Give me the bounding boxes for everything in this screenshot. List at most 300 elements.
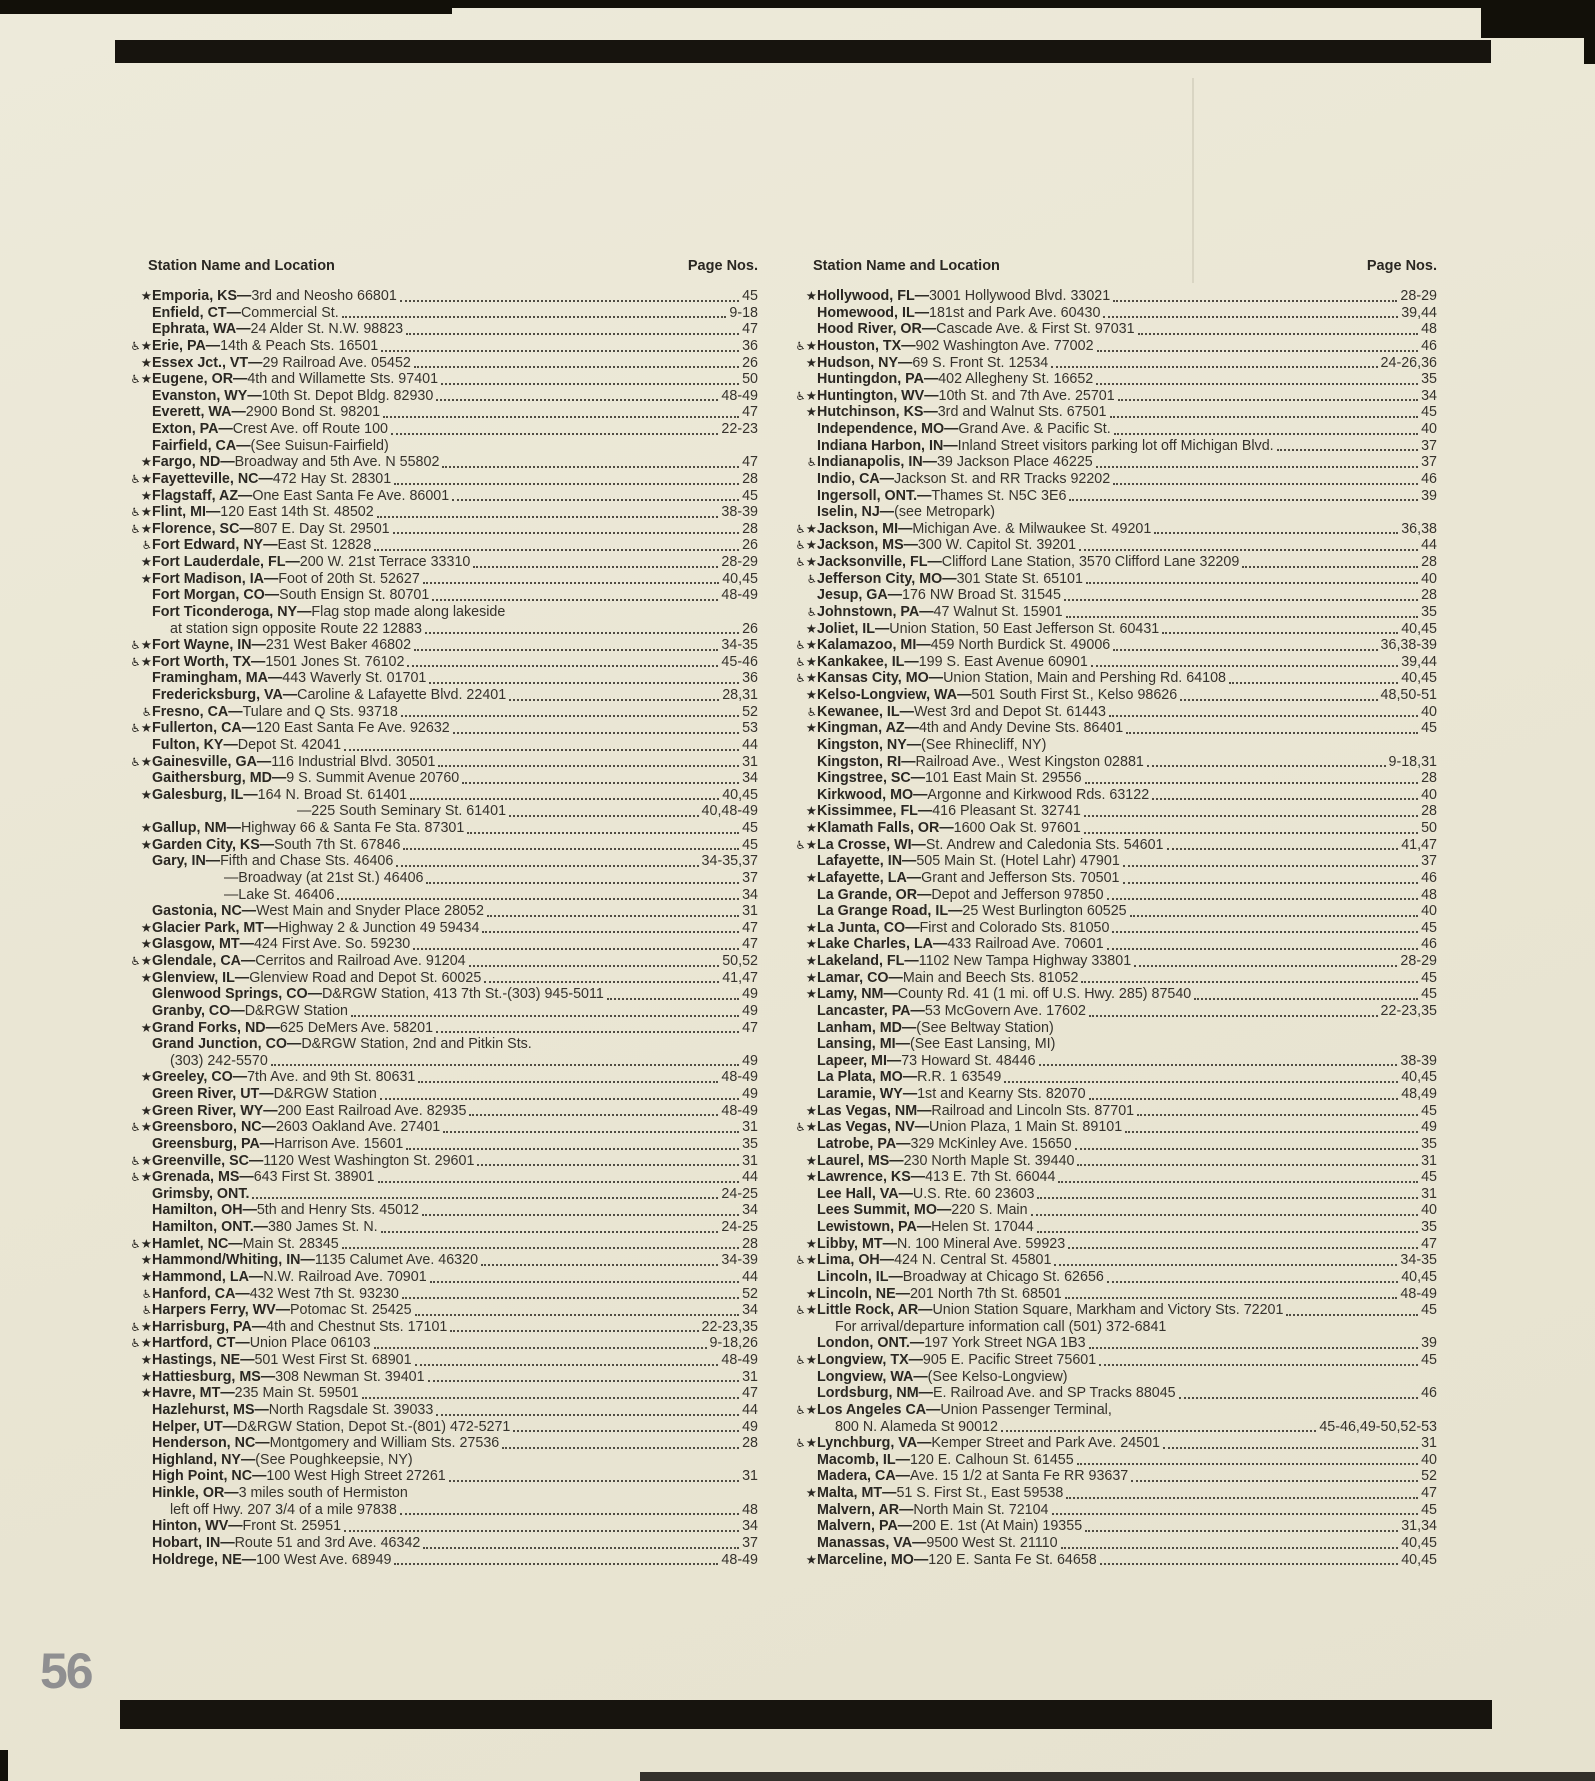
page-numbers-value: 46 — [1421, 936, 1437, 953]
entry-icons — [783, 1319, 817, 1336]
em-dash: — — [918, 1385, 933, 1402]
star-icon: ★ — [140, 288, 152, 303]
station-name: La Grange Road, IL — [817, 903, 949, 920]
em-dash: — — [917, 803, 933, 820]
station-name: Hazlehurst, MS — [152, 1401, 255, 1418]
star-icon: ★ — [140, 969, 152, 985]
station-name: Hudson, NY — [817, 354, 899, 371]
station-entry — [118, 1202, 758, 1219]
station-name-and-location: at station sign opposite Route 22 12883 — [170, 620, 422, 637]
star-icon: ★ — [805, 1485, 817, 1500]
dot-leader — [1091, 654, 1398, 668]
station-name: Glenview, IL — [152, 969, 235, 986]
entry-icons — [783, 853, 817, 870]
station-name: Harpers Ferry, WV — [152, 1302, 276, 1319]
station-name-and-location: Manassas, VA—9500 West St. 21110 — [817, 1534, 1058, 1551]
dot-leader — [1051, 355, 1377, 369]
page-numbers-value: 37 — [1421, 853, 1437, 870]
station-name: Johnstown, PA — [817, 603, 920, 620]
dot-leader — [337, 887, 739, 901]
star-icon: ★ — [140, 1019, 152, 1035]
station-name: Lawrence, KS — [817, 1169, 911, 1186]
station-name-and-location: Lincoln, NE—201 North 7th St. 68501 — [817, 1285, 1062, 1302]
page-numbers-value: 45 — [1421, 404, 1437, 421]
station-name: Hanford, CA — [152, 1285, 236, 1302]
entry-icons — [783, 654, 817, 671]
dot-leader — [452, 488, 739, 502]
dot-leader — [342, 1236, 739, 1250]
page-numbers-value: 47 — [742, 1385, 758, 1402]
station-entry — [118, 920, 758, 937]
station-entry — [118, 887, 758, 904]
em-dash: — — [239, 520, 254, 537]
station-entry — [783, 1153, 1437, 1170]
station-list-left — [118, 288, 758, 1568]
page-numbers-value: 24-26,36 — [1380, 354, 1437, 371]
column-header — [118, 258, 758, 275]
entry-icons — [118, 1252, 152, 1269]
dot-leader — [381, 338, 739, 352]
em-dash: — — [256, 753, 272, 770]
page-numbers-value: 34-35 — [721, 637, 758, 654]
em-dash: — — [882, 1485, 897, 1501]
station-name: Longview, WA — [817, 1368, 914, 1385]
dot-leader — [1084, 820, 1418, 834]
page-numbers-value: 9-18 — [729, 304, 758, 321]
em-dash: — — [220, 1385, 235, 1402]
column-header-page-nos: Page Nos. — [687, 258, 758, 274]
station-name: Laurel, MS — [817, 1152, 890, 1169]
entry-icons — [118, 1485, 152, 1502]
page-numbers-value: 28 — [742, 1435, 758, 1452]
station-name: Las Vegas, NM — [817, 1102, 918, 1119]
page-numbers-value: 36 — [742, 337, 758, 354]
station-name-and-location: Evanston, WY—10th St. Depot Bldg. 82930 — [152, 387, 434, 404]
station-name-and-location: La Crosse, WI—St. Andrew and Caledonia Sts. 54601 — [817, 836, 1164, 853]
page-numbers-value: 31 — [1421, 1152, 1437, 1169]
em-dash: — — [231, 404, 246, 421]
station-entry — [783, 504, 1437, 521]
station-entry — [783, 637, 1437, 654]
station-name-and-location: Longview, WA—(See Kelso-Longview) — [817, 1368, 1068, 1385]
wheelchair-accessible-icon: ♿ — [795, 1353, 806, 1367]
station-name: Lincoln, IL — [817, 1268, 889, 1285]
entry-icons — [118, 970, 152, 987]
entry-icons — [783, 1036, 817, 1053]
em-dash: — — [922, 454, 937, 471]
station-name-and-location: Klamath Falls, OR—1600 Oak St. 97601 — [817, 820, 1081, 836]
em-dash: — — [879, 504, 895, 521]
page-numbers-value: 45 — [1421, 1169, 1437, 1186]
em-dash: — — [261, 1119, 276, 1136]
dot-leader — [482, 920, 739, 934]
station-name: Iselin, NJ — [817, 504, 880, 521]
dot-leader — [271, 1053, 739, 1067]
wheelchair-accessible-icon: ♿ — [130, 1153, 141, 1168]
station-name-and-location: Granby, CO—D&RGW Station — [152, 1002, 348, 1019]
entry-icons — [783, 288, 817, 305]
station-name: Flagstaff, AZ — [152, 487, 239, 504]
station-name-and-location: Florence, SC—807 E. Day St. 29501 — [152, 520, 390, 537]
station-entry — [783, 670, 1437, 687]
station-entry — [783, 986, 1437, 1003]
dot-leader — [1162, 621, 1398, 635]
dot-leader — [1107, 936, 1418, 950]
station-name: Fayetteville, NC — [152, 470, 259, 487]
em-dash: — — [957, 687, 972, 703]
entry-icons — [783, 521, 817, 538]
station-name-and-location: Emporia, KS—3rd and Neosho 66801 — [152, 288, 397, 304]
station-name: Ingersoll, ONT. — [817, 487, 918, 504]
dot-leader — [509, 687, 719, 701]
station-entry — [783, 953, 1437, 970]
dot-leader — [1126, 720, 1418, 734]
dot-leader — [1079, 537, 1418, 551]
page-numbers-value: 34 — [742, 770, 758, 787]
station-name: Hood River, OR — [817, 321, 922, 338]
wheelchair-accessible-icon: ♿ — [806, 604, 817, 619]
star-icon: ★ — [805, 1352, 817, 1367]
entry-icons — [118, 338, 152, 355]
station-entry — [783, 571, 1437, 588]
dot-leader — [1123, 853, 1418, 867]
em-dash: — — [927, 554, 942, 570]
station-name-and-location: Glasgow, MT—424 First Ave. So. 59230 — [152, 936, 411, 953]
star-icon: ★ — [140, 1169, 152, 1185]
page-numbers-value: 34 — [742, 1302, 758, 1319]
dot-leader — [1118, 388, 1418, 402]
page-numbers-value: 48 — [742, 1501, 758, 1518]
page-numbers-value: 50 — [742, 371, 758, 388]
em-dash: — — [259, 1135, 275, 1152]
em-dash: — — [242, 1202, 257, 1219]
entry-icons — [783, 1119, 817, 1136]
em-dash: — — [233, 371, 248, 388]
star-icon: ★ — [140, 1252, 152, 1268]
entry-icons — [118, 1402, 152, 1419]
em-dash: — — [205, 337, 221, 354]
entry-icons — [118, 720, 152, 737]
station-name: Hattiesburg, MS — [152, 1368, 261, 1385]
station-name-and-location: Indio, CA—Jackson St. and RR Tracks 92202 — [817, 470, 1111, 487]
station-entry — [118, 1003, 758, 1020]
entry-icons — [118, 587, 152, 604]
dot-leader — [453, 720, 739, 734]
dot-leader — [1077, 1153, 1418, 1167]
dot-leader — [374, 1335, 707, 1349]
page-numbers-value: 31,34 — [1401, 1518, 1437, 1535]
em-dash: — — [917, 487, 932, 504]
em-dash: — — [943, 437, 958, 454]
station-entry — [118, 1219, 758, 1236]
em-dash: — — [251, 1318, 267, 1335]
wheelchair-accessible-icon: ♿ — [130, 721, 141, 736]
station-entry — [118, 770, 758, 787]
page-numbers-value: 40 — [1421, 786, 1437, 803]
page-numbers-value: 49 — [742, 986, 758, 1003]
station-name: Greensburg, PA — [152, 1135, 260, 1152]
station-name: Las Vegas, NV — [817, 1119, 915, 1136]
station-entry — [783, 1452, 1437, 1469]
station-name-and-location: Lafayette, LA—Grant and Jefferson Sts. 70501 — [817, 869, 1120, 886]
page-numbers-value: 45 — [1421, 720, 1437, 737]
page-numbers-value: 41,47 — [722, 969, 758, 986]
station-name-and-location: Grand Junction, CO—D&RGW Station, 2nd and Pitkin Sts. — [152, 1036, 532, 1053]
wheelchair-accessible-icon: ♿ — [795, 638, 806, 653]
station-name-and-location: Kissimmee, FL—416 Pleasant St. 32741 — [817, 803, 1081, 820]
em-dash: — — [936, 1202, 952, 1219]
station-entry — [783, 853, 1437, 870]
station-entry — [118, 355, 758, 372]
dot-leader — [1066, 604, 1419, 618]
entry-icons — [783, 1502, 817, 1519]
station-name-and-location: Harpers Ferry, WV—Potomac St. 25425 — [152, 1302, 412, 1319]
station-name: Gary, IN — [152, 853, 206, 870]
station-name: Malvern, AR — [817, 1501, 900, 1518]
entry-icons — [118, 1053, 152, 1070]
page-numbers-value: 24-25 — [721, 1185, 758, 1202]
page-numbers-value: 45 — [1421, 919, 1437, 936]
page-numbers-value: 48-49 — [1400, 1285, 1437, 1302]
entry-icons — [783, 1269, 817, 1286]
entry-icons — [118, 1086, 152, 1103]
star-icon: ★ — [805, 653, 817, 669]
dot-leader — [393, 521, 739, 535]
entry-icons — [118, 754, 152, 771]
station-entry — [118, 1020, 758, 1037]
page-numbers-value: 28 — [742, 1235, 758, 1252]
wheelchair-accessible-icon: ♿ — [795, 837, 806, 852]
station-name: Lamy, NM — [817, 986, 884, 1003]
station-name-and-location: Hanford, CA—432 West 7th St. 93230 — [152, 1285, 399, 1302]
dot-leader — [438, 754, 739, 768]
dot-leader — [383, 404, 739, 418]
station-name-and-location: Hastings, NE—501 West First St. 68901 — [152, 1352, 412, 1368]
entry-icons — [118, 986, 152, 1003]
page-numbers-value: 28,31 — [722, 687, 758, 703]
station-name: Kingston, RI — [817, 753, 902, 770]
station-entry — [783, 305, 1437, 322]
station-name: Homewood, IL — [817, 304, 915, 321]
station-entry — [783, 1219, 1437, 1236]
entry-icons — [118, 1069, 152, 1086]
station-name-and-location: Fort Lauderdale, FL—200 W. 21st Terrace 33310 — [152, 554, 471, 570]
station-entry — [783, 970, 1437, 987]
station-name: Lanham, MD — [817, 1019, 902, 1036]
dot-leader — [377, 504, 719, 518]
dot-leader — [1069, 488, 1418, 502]
entry-icons — [783, 1236, 817, 1253]
station-name-and-location: Gastonia, NC—West Main and Snyder Place 28052 — [152, 903, 484, 920]
station-name: Lake Charles, LA — [817, 936, 934, 953]
entry-icons — [118, 1452, 152, 1469]
page-numbers-value: 31 — [742, 1368, 758, 1385]
station-name: Kingstree, SC — [817, 770, 911, 787]
dot-leader — [1058, 1169, 1418, 1183]
station-entry — [783, 770, 1437, 787]
star-icon: ★ — [140, 1069, 152, 1085]
station-entry — [783, 803, 1437, 820]
dot-leader — [1130, 903, 1418, 917]
station-name-and-location: Independence, MO—Grand Ave. & Pacific St. — [817, 421, 1111, 437]
station-entry — [118, 471, 758, 488]
station-name-and-location: Johnstown, PA—47 Walnut St. 15901 — [817, 603, 1063, 620]
entry-icons — [783, 1402, 817, 1419]
wheelchair-accessible-icon: ♿ — [806, 704, 817, 719]
dot-leader — [413, 936, 739, 950]
em-dash: — — [251, 653, 266, 670]
station-name: Evanston, WY — [152, 387, 248, 404]
station-entry — [783, 471, 1437, 488]
station-name: Holdrege, NE — [152, 1551, 242, 1568]
station-entry — [783, 1302, 1437, 1319]
em-dash: — — [243, 786, 258, 803]
star-icon: ★ — [140, 1268, 152, 1284]
entry-icons — [783, 720, 817, 737]
station-entry — [783, 1518, 1437, 1535]
entry-icons — [118, 903, 152, 920]
em-dash: — — [258, 470, 273, 487]
station-entry — [783, 1252, 1437, 1269]
em-dash: — — [235, 1285, 250, 1302]
station-entry — [118, 1169, 758, 1186]
station-entry — [783, 404, 1437, 421]
station-name-and-location: Fort Wayne, IN—231 West Baker 46802 — [152, 637, 412, 654]
station-name: Lapeer, MI — [817, 1052, 887, 1069]
station-entry — [783, 1402, 1437, 1419]
station-entry — [783, 1036, 1437, 1053]
dot-leader — [1096, 454, 1418, 468]
station-name-and-location: —Broadway (at 21st St.) 46406 — [224, 869, 424, 886]
station-entry — [783, 388, 1437, 405]
station-name-and-location: Green River, UT—D&RGW Station — [152, 1086, 377, 1102]
station-entry — [118, 404, 758, 421]
entry-icons — [118, 1286, 152, 1303]
entry-icons — [783, 454, 817, 471]
em-dash: — — [904, 653, 919, 670]
dot-leader — [400, 1502, 739, 1516]
station-name-and-location: Fairfield, CA—(See Suisun-Fairfield) — [152, 437, 389, 454]
em-dash: — — [218, 421, 233, 437]
star-icon: ★ — [805, 687, 817, 702]
star-icon: ★ — [805, 1169, 817, 1185]
page-numbers-value: 31 — [742, 753, 758, 770]
station-name-and-location: Latrobe, PA—329 McKinley Ave. 15650 — [817, 1135, 1072, 1152]
dot-leader — [1229, 670, 1398, 684]
page-numbers-value: 40 — [1421, 1451, 1437, 1468]
em-dash: — — [282, 687, 298, 703]
dot-leader — [401, 704, 739, 718]
entry-icons — [118, 1352, 152, 1369]
station-name: Lee Hall, VA — [817, 1185, 899, 1202]
em-dash: — — [923, 371, 939, 388]
page-numbers-value: 48-49 — [721, 1102, 758, 1119]
entry-icons — [783, 1552, 817, 1569]
em-dash: — — [228, 1518, 243, 1535]
entry-icons — [783, 504, 817, 521]
em-dash: — — [223, 736, 238, 753]
station-name-and-location: Indianapolis, IN—39 Jackson Place 46225 — [817, 454, 1093, 471]
station-name: Glasgow, MT — [152, 936, 240, 953]
station-entry — [783, 870, 1437, 887]
station-name-and-location: Kirkwood, MO—Argonne and Kirkwood Rds. 63122 — [817, 786, 1150, 803]
station-name: Grand Junction, CO — [152, 1036, 288, 1053]
entry-icons — [783, 404, 817, 421]
station-name: Emporia, KS — [152, 288, 238, 304]
dot-leader — [1065, 1286, 1398, 1300]
entry-icons — [783, 1136, 817, 1153]
entry-icons — [118, 936, 152, 953]
star-icon: ★ — [140, 936, 152, 952]
station-entry — [783, 1269, 1437, 1286]
station-name: Everett, WA — [152, 404, 232, 421]
dot-leader — [426, 870, 739, 884]
station-name: Green River, UT — [152, 1086, 260, 1102]
station-name-and-location: Jefferson City, MO—301 State St. 65101 — [817, 570, 1083, 587]
station-entry — [118, 953, 758, 970]
station-entry — [118, 704, 758, 721]
dot-leader — [1064, 587, 1418, 601]
wheelchair-accessible-icon: ♿ — [130, 1319, 141, 1334]
column-header-station-name: Station Name and Location — [148, 258, 335, 274]
entry-icons — [783, 870, 817, 887]
station-name-and-location: Fulton, KY—Depot St. 42041 — [152, 736, 342, 753]
entry-icons — [783, 754, 817, 771]
scan-edge-top-right-tail — [1584, 38, 1595, 64]
station-name-and-location: Las Vegas, NM—Railroad and Lincoln Sts. 87701 — [817, 1102, 1135, 1119]
station-name: Grand Forks, ND — [152, 1019, 266, 1036]
station-entry — [118, 288, 758, 305]
em-dash: — — [918, 1302, 933, 1319]
station-entry — [118, 936, 758, 953]
station-entry — [783, 1069, 1437, 1086]
star-icon: ★ — [805, 969, 817, 985]
em-dash: — — [902, 1019, 917, 1036]
em-dash: — — [899, 1501, 914, 1518]
page-numbers-value: 45 — [1421, 986, 1437, 1003]
entry-icons — [118, 305, 152, 322]
station-entry — [783, 521, 1437, 538]
station-name-and-location: Jesup, GA—176 NW Broad St. 31545 — [817, 587, 1061, 604]
page-numbers-value: 45-46 — [721, 653, 758, 670]
station-name-and-location: Hobart, IN—Route 51 and 3rd Ave. 46342 — [152, 1534, 421, 1551]
station-name: Hinton, WV — [152, 1518, 229, 1535]
station-directory-column-right — [783, 258, 1437, 1568]
em-dash: — — [888, 969, 903, 986]
em-dash: — — [236, 437, 251, 454]
page-numbers-value: 40,45 — [1401, 1069, 1437, 1086]
em-dash: — — [928, 670, 944, 687]
station-entry — [783, 1236, 1437, 1253]
em-dash: — — [263, 537, 278, 554]
star-icon: ★ — [140, 919, 152, 935]
station-entry — [783, 936, 1437, 953]
em-dash: — — [220, 1534, 235, 1551]
star-icon: ★ — [805, 820, 817, 835]
entry-icons — [783, 737, 817, 754]
station-name: Madera, CA — [817, 1468, 896, 1485]
station-name: Exton, PA — [152, 421, 219, 437]
station-entry — [783, 720, 1437, 737]
star-icon: ★ — [805, 337, 817, 353]
dot-leader — [414, 637, 718, 651]
station-name-and-location: Iselin, NJ—(see Metropark) — [817, 504, 995, 521]
dot-leader — [362, 1385, 739, 1399]
station-name-and-location: Hamlet, NC—Main St. 28345 — [152, 1235, 339, 1252]
station-name-and-location: Gary, IN—Fifth and Chase Sts. 46406 — [152, 853, 394, 870]
station-name-and-location: Lordsburg, NM—E. Railroad Ave. and SP Tracks 88045 — [817, 1385, 1176, 1402]
em-dash: — — [240, 1451, 256, 1468]
